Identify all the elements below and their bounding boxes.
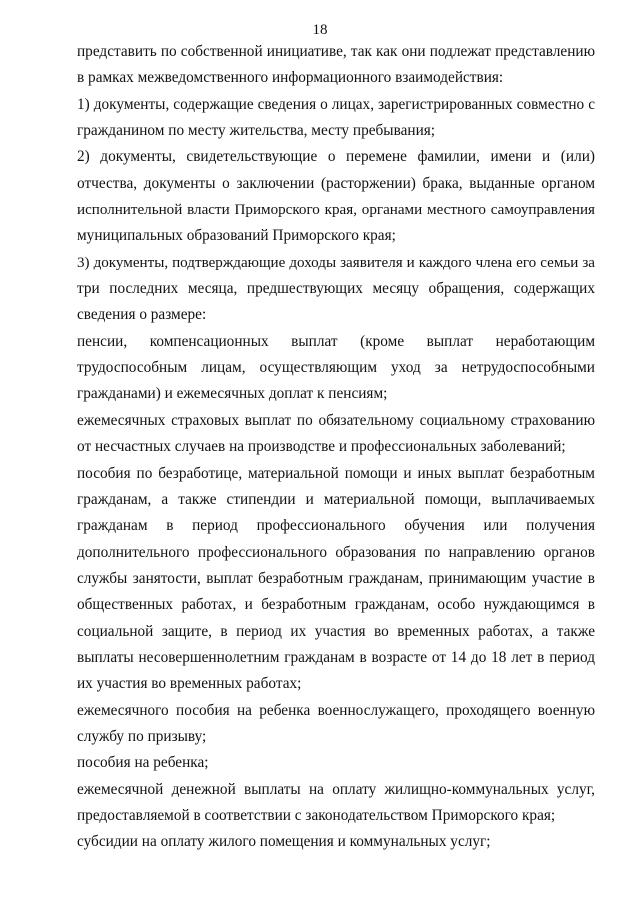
- text-line: в рамках межведомственного информационного взаимодействия:: [77, 69, 504, 87]
- text-line: гражданам в период профессионального обучения или получения: [77, 517, 595, 535]
- text-line: 2) документы, свидетельствующие о перемене фамилии, имени и (или): [77, 148, 595, 166]
- text-line: ежемесячной денежной выплаты на оплату жилищно-коммунальных услуг,: [77, 780, 595, 798]
- text-line: предоставляемой в соответствии с законодательством Приморского края;: [77, 806, 556, 824]
- text-line: дополнительного профессионального образования по направлению органов: [77, 543, 595, 561]
- text-line: отчества, документы о заключении (расторжении) брака, выданные органом: [77, 174, 595, 192]
- text-line: пособия по безработице, материальной помощи и иных выплат безработным: [77, 464, 595, 482]
- body-text: [77, 39, 595, 856]
- text-line: гражданином по месту жительства, месту пребывания;: [77, 122, 436, 140]
- text-line: сведения о размере:: [77, 306, 207, 324]
- text-line: от несчастных случаев на производстве и профессиональных заболеваний;: [77, 438, 566, 456]
- text-line: пенсии, компенсационных выплат (кроме выплат неработающим: [77, 332, 595, 350]
- text-line: общественных работах, и безработным гражданам, особо нуждающимся в: [77, 596, 595, 614]
- text-line: 1) документы, содержащие сведения о лицах, зарегистрированных совместно с: [77, 95, 595, 113]
- text-line: пособия на ребенка;: [77, 754, 209, 772]
- text-line: три последних месяца, предшествующих месяцу обращения, содержащих: [77, 280, 595, 298]
- text-line: гражданами) и ежемесячных доплат к пенсиям;: [77, 385, 388, 403]
- page-number: 18: [312, 22, 328, 38]
- text-line: службы занятости, выплат безработным гражданам, принимающим участие в: [77, 569, 595, 587]
- text-line: социальной защите, в период их участия во временных работах, а также: [77, 622, 595, 640]
- text-line: исполнительной власти Приморского края, органами местного самоуправления: [77, 202, 595, 219]
- text-line: службу по призыву;: [77, 727, 207, 745]
- text-line: представить по собственной инициативе, так как они подлежат представлению: [77, 43, 595, 60]
- text-line: ежемесячного пособия на ребенка военнослужащего, проходящего военную: [77, 701, 595, 719]
- text-line: ежемесячных страховых выплат по обязательному социальному страхованию: [77, 411, 595, 429]
- text-line: их участия во временных работах;: [77, 675, 302, 693]
- text-line: трудоспособным лицам, осуществляющим уход за нетрудоспособными: [77, 359, 595, 377]
- text-line: 3) документы, подтверждающие доходы заявителя и каждого члена его семьи за: [77, 254, 595, 271]
- text-line: муниципальных образований Приморского края;: [77, 227, 396, 245]
- text-line: субсидии на оплату жилого помещения и коммунальных услуг;: [77, 833, 491, 851]
- text-line: гражданам, а также стипендии и материальной помощи, выплачиваемых: [77, 490, 595, 508]
- text-line: выплаты несовершеннолетним гражданам в возрасте от 14 до 18 лет в период: [77, 648, 595, 666]
